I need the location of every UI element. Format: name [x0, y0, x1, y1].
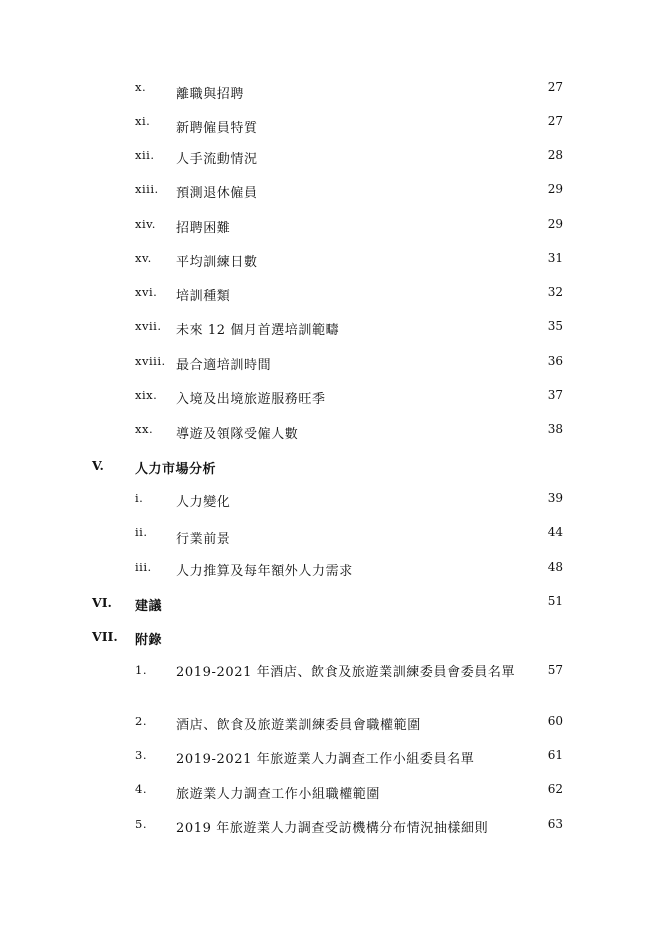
toc-entry[interactable] — [0, 285, 662, 305]
entry-page: 27 — [547, 80, 563, 94]
entry-number: xviii. — [135, 354, 166, 368]
toc-entry[interactable] — [0, 354, 662, 374]
entry-number: xiv. — [135, 217, 156, 231]
entry-number: xx. — [135, 422, 154, 436]
toc-entry[interactable] — [0, 560, 662, 580]
entry-page: 36 — [547, 354, 563, 368]
toc-section-vii[interactable] — [0, 628, 662, 648]
entry-number: xvi. — [135, 285, 158, 299]
section-title: 人力市場分析 — [135, 462, 217, 477]
entry-page: 27 — [547, 114, 563, 128]
entry-number: ii. — [135, 525, 148, 539]
entry-number: xix. — [135, 388, 158, 402]
entry-title: 人力變化 — [176, 495, 231, 510]
toc-entry[interactable] — [0, 491, 662, 511]
section-title: 建議 — [135, 599, 163, 614]
entry-page: 32 — [547, 285, 563, 299]
entry-number: 5. — [135, 817, 147, 831]
entry-title: 2019-2021 年酒店、飲食及旅遊業訓練委員會委員名單 — [176, 665, 516, 680]
entry-title: 行業前景 — [176, 532, 231, 547]
entry-page: 61 — [547, 748, 563, 762]
section-page: 51 — [547, 594, 563, 608]
toc-entry[interactable] — [0, 148, 662, 168]
toc-appendix-entry[interactable] — [0, 663, 662, 705]
toc-entry[interactable] — [0, 319, 662, 339]
entry-number: iii. — [135, 560, 152, 574]
entry-number: xii. — [135, 148, 155, 162]
entry-title: 預測退休僱員 — [176, 186, 258, 201]
toc-appendix-entry[interactable] — [0, 714, 662, 734]
toc-section-vi[interactable] — [0, 594, 662, 614]
entry-page: 48 — [547, 560, 563, 574]
toc-appendix-entry[interactable] — [0, 817, 662, 837]
toc-entry[interactable] — [0, 525, 662, 545]
section-number: VI. — [92, 595, 112, 610]
entry-number: 2. — [135, 714, 147, 728]
entry-page: 44 — [547, 525, 563, 539]
entry-number: 1. — [135, 663, 147, 677]
entry-page: 31 — [547, 251, 563, 265]
section-title: 附錄 — [135, 633, 163, 648]
entry-number: 4. — [135, 782, 147, 796]
entry-title: 酒店、飲食及旅遊業訓練委員會職權範圍 — [176, 718, 421, 733]
toc-appendix-entry[interactable] — [0, 748, 662, 768]
toc-entry[interactable] — [0, 182, 662, 202]
entry-title: 未來 12 個月首選培訓範疇 — [176, 323, 340, 338]
entry-page: 39 — [547, 491, 563, 505]
entry-title: 離職與招聘 — [176, 87, 245, 102]
entry-title: 培訓種類 — [176, 289, 231, 304]
toc-appendix-entry[interactable] — [0, 782, 662, 802]
toc-entry[interactable] — [0, 114, 662, 134]
toc-section-v[interactable] — [0, 457, 662, 477]
entry-page: 57 — [547, 663, 563, 677]
toc-entry[interactable] — [0, 251, 662, 271]
toc-entry[interactable] — [0, 217, 662, 237]
entry-title: 人力推算及每年額外人力需求 — [176, 564, 353, 579]
entry-title: 新聘僱員特質 — [176, 121, 258, 136]
entry-page: 29 — [547, 217, 563, 231]
entry-number: xi. — [135, 114, 151, 128]
entry-page: 35 — [547, 319, 563, 333]
entry-title: 招聘困難 — [176, 221, 231, 236]
entry-number: xv. — [135, 251, 152, 265]
section-number: VII. — [92, 629, 118, 644]
entry-page: 29 — [547, 182, 563, 196]
entry-page: 63 — [547, 817, 563, 831]
entry-page: 28 — [547, 148, 563, 162]
entry-page: 37 — [547, 388, 563, 402]
entry-title: 人手流動情況 — [176, 152, 258, 167]
entry-number: i. — [135, 491, 144, 505]
entry-number: xvii. — [135, 319, 162, 333]
entry-title: 旅遊業人力調查工作小組職權範圍 — [176, 787, 381, 802]
entry-title: 平均訓練日數 — [176, 255, 258, 270]
entry-page: 38 — [547, 422, 563, 436]
toc-entry[interactable] — [0, 422, 662, 442]
toc-entry[interactable] — [0, 80, 662, 100]
entry-title: 入境及出境旅遊服務旺季 — [176, 392, 326, 407]
entry-number: 3. — [135, 748, 147, 762]
entry-title: 最合適培訓時間 — [176, 358, 272, 373]
entry-number: x. — [135, 80, 147, 94]
entry-number: xiii. — [135, 182, 159, 196]
entry-page: 60 — [547, 714, 563, 728]
entry-page: 62 — [547, 782, 563, 796]
entry-title: 2019 年旅遊業人力調查受訪機構分布情況抽樣細則 — [176, 821, 489, 836]
entry-title: 2019-2021 年旅遊業人力調查工作小組委員名單 — [176, 752, 475, 767]
entry-title: 導遊及領隊受僱人數 — [176, 427, 299, 442]
section-number: V. — [92, 458, 104, 473]
toc-entry[interactable] — [0, 388, 662, 408]
